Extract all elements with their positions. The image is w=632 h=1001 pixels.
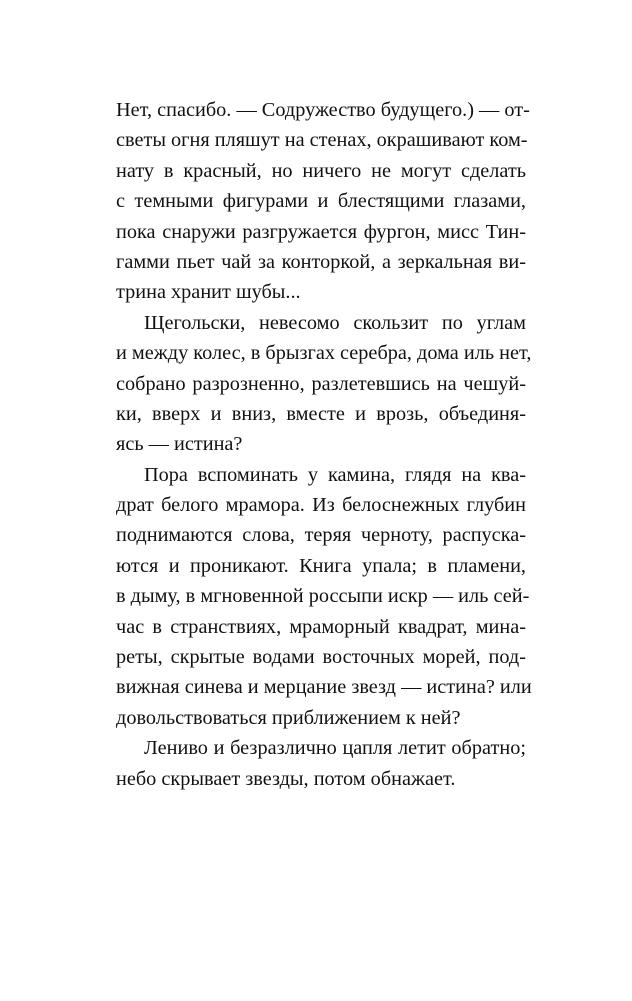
text-line: реты, скрытые водами восточных морей, под- [116, 646, 526, 669]
text-line: драт белого мрамора. Из белоснежных глубин [116, 494, 526, 517]
text-line: трина хранит шубы... [116, 281, 301, 304]
text-line: пока снаружи разгружается фургон, мисс Тин- [116, 220, 526, 243]
text-line: собрано разрозненно, разлетевшись на чешуй- [116, 372, 526, 395]
text-line: Пора вспоминать у камина, глядя на ква- [144, 463, 526, 486]
text-line: нату в красный, но ничего не могут сделать [116, 159, 526, 182]
paragraph [116, 733, 526, 794]
text-line: и между колес, в брызгах серебра, дома иль нет, [116, 342, 532, 365]
text-line: ясь — истина? [116, 433, 243, 456]
text-line: Нет, спасибо. — Содружество будущего.) — от- [116, 99, 530, 121]
text-line: ки, вверх и вниз, вместе и врозь, объединя- [116, 402, 526, 425]
text-line: Щегольски, невесомо скользит по углам [144, 311, 526, 334]
body-text [116, 95, 532, 794]
text-line: вижная синева и мерцание звезд — истина? или [116, 676, 532, 699]
text-line: небо скрывает звезды, потом обнажает. [116, 767, 456, 790]
text-line: довольствоваться приближением к ней? [116, 706, 461, 729]
text-line: в дыму, в мгновенной россыпи искр — иль сей- [116, 585, 530, 608]
paragraph [116, 460, 532, 734]
text-line: поднимаются слова, теряя черноту, распуска- [116, 524, 526, 547]
paragraph [116, 308, 532, 460]
paragraph [116, 95, 530, 308]
text-line: ются и проникают. Книга упала; в пламени, [116, 554, 526, 577]
text-line: светы огня пляшут на стенах, окрашивают ком- [116, 129, 528, 152]
text-line: гамми пьет чай за конторкой, а зеркальная ви- [116, 250, 526, 273]
text-line: час в странствиях, мраморный квадрат, мина- [116, 615, 526, 638]
text-line: с темными фигурами и блестящими глазами, [116, 190, 526, 213]
text-line: Лениво и безразлично цапля летит обратно; [144, 737, 526, 760]
